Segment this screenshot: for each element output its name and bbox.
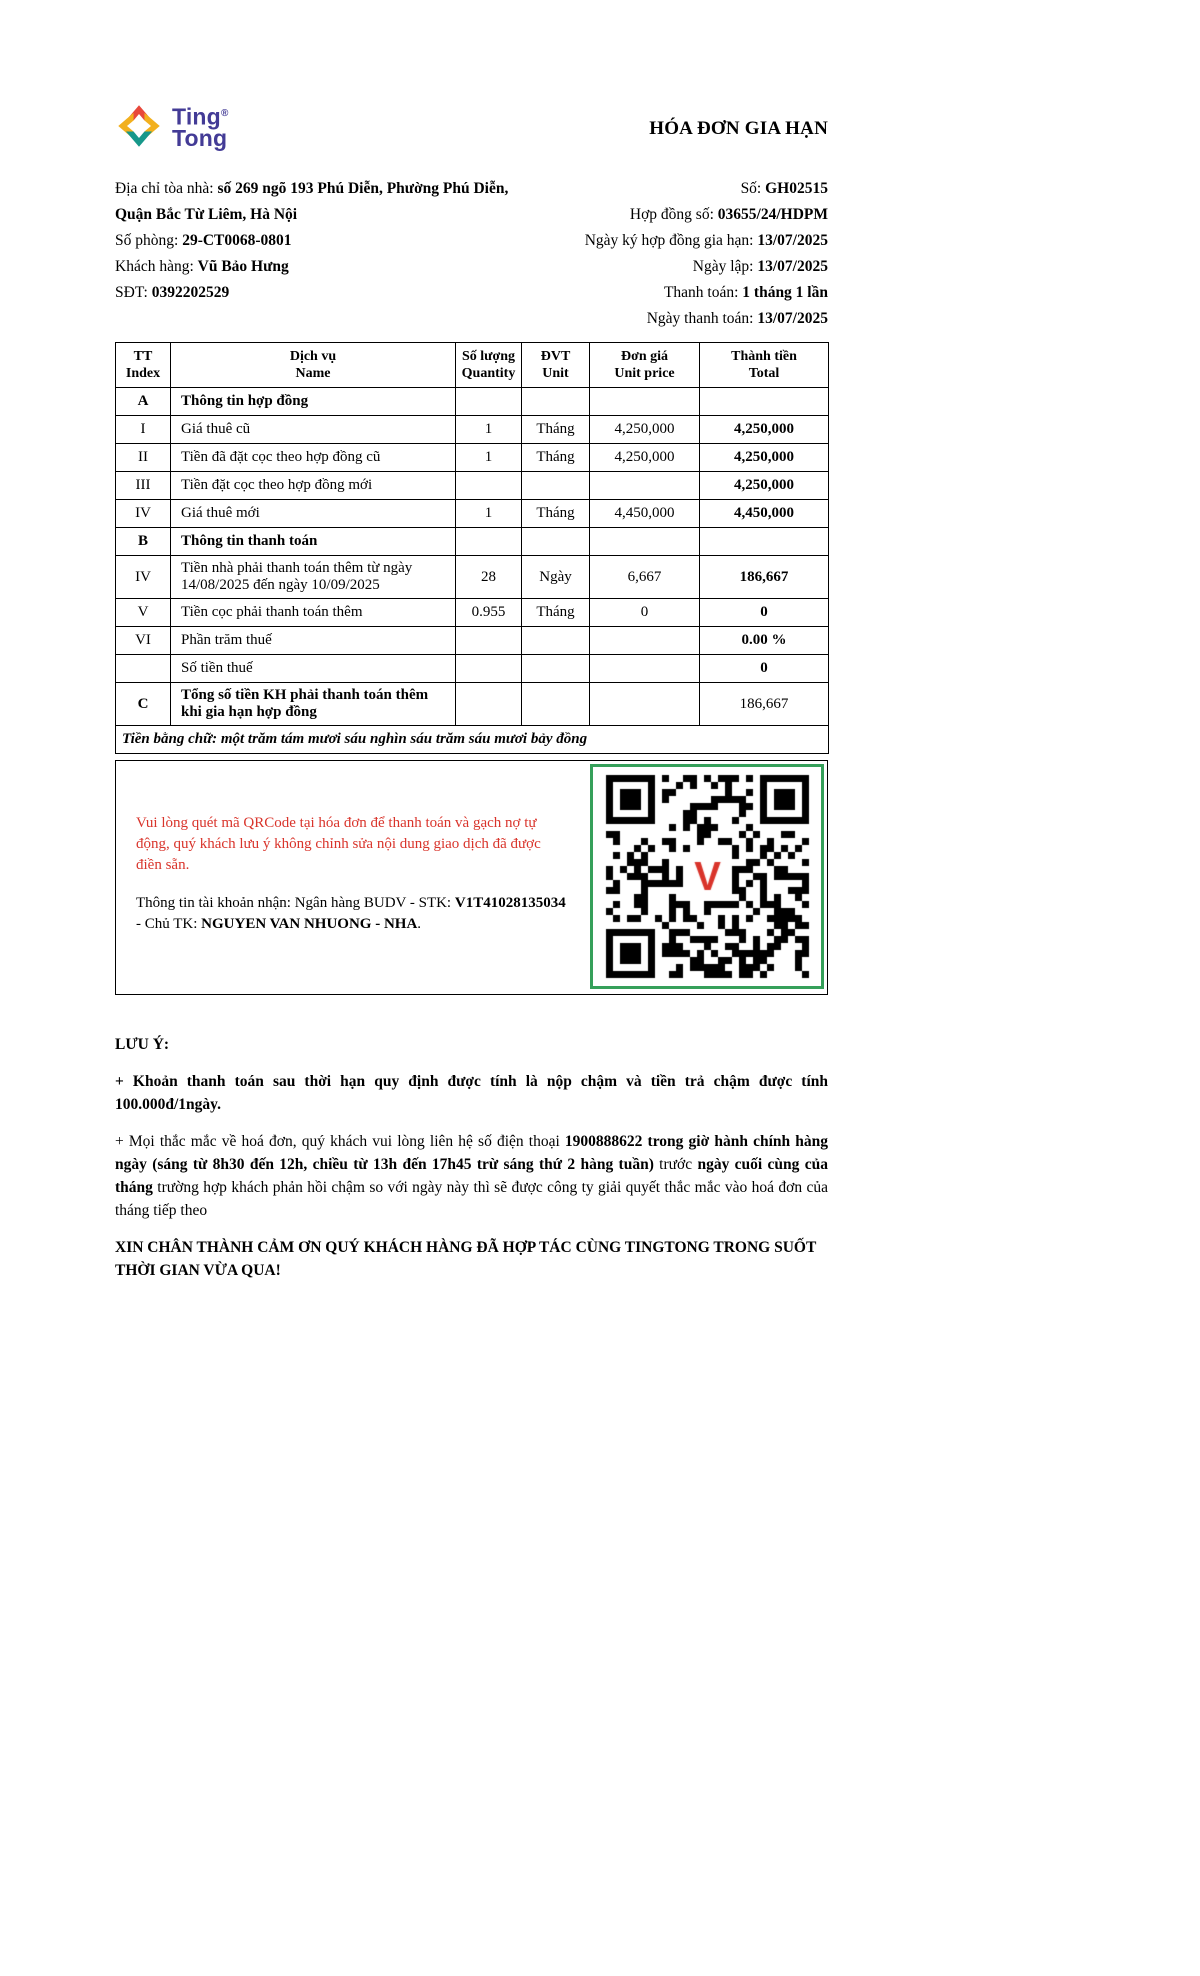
note-title: LƯU Ý: bbox=[115, 1036, 170, 1053]
brand-word-ting: Ting bbox=[172, 103, 221, 130]
qr-note: Vui lòng quét mã QRCode tại hóa đơn để thanh toán và gạch nợ tự động, quý khách lưu ý không chỉnh sửa nội dung giao dịch đã được điền sẵn. bbox=[136, 815, 541, 873]
cell-unit bbox=[522, 388, 590, 416]
table-header-row bbox=[116, 343, 829, 388]
cell-index: VI bbox=[116, 627, 171, 655]
info-left bbox=[115, 176, 525, 332]
closing-note: XIN CHÂN THÀNH CẢM ƠN QUÝ KHÁCH HÀNG ĐÃ HỢP TÁC CÙNG TINGTONG TRONG SUỐT THỜI GIAN VỪA QUA! bbox=[115, 1239, 817, 1279]
qr-canvas bbox=[602, 771, 813, 982]
column-header: Số lượng Quantity bbox=[456, 343, 522, 388]
cell-quantity: 1 bbox=[456, 500, 522, 528]
table-row bbox=[116, 556, 829, 599]
cell-index: III bbox=[116, 472, 171, 500]
cell-total bbox=[700, 528, 829, 556]
logo-chevron-bottom bbox=[126, 131, 152, 146]
cell-unit bbox=[522, 655, 590, 683]
info-line: Ngày thanh toán: 13/07/2025 bbox=[646, 310, 828, 327]
cell-unit-price: 4,450,000 bbox=[590, 500, 700, 528]
cell-total bbox=[700, 388, 829, 416]
cell-name: Giá thuê mới bbox=[171, 500, 456, 528]
cell-index: C bbox=[116, 683, 171, 726]
brand-name bbox=[172, 103, 229, 149]
table-row bbox=[116, 655, 829, 683]
cell-name: Giá thuê cũ bbox=[171, 416, 456, 444]
table-row bbox=[116, 472, 829, 500]
cell-index: II bbox=[116, 444, 171, 472]
cell-quantity bbox=[456, 388, 522, 416]
info-line: Số phòng: 29-CT0068-0801 bbox=[115, 232, 292, 249]
info-line: Số: GH02515 bbox=[740, 180, 828, 197]
cell-quantity: 0.955 bbox=[456, 599, 522, 627]
column-header: Thành tiền Total bbox=[700, 343, 829, 388]
cell-quantity: 1 bbox=[456, 444, 522, 472]
cell-name: Tiền đặt cọc theo hợp đồng mới bbox=[171, 472, 456, 500]
cell-total: 0 bbox=[700, 655, 829, 683]
cell-unit: Tháng bbox=[522, 444, 590, 472]
cell-quantity bbox=[456, 472, 522, 500]
tingtong-logo-icon bbox=[115, 102, 163, 150]
cell-unit: Tháng bbox=[522, 416, 590, 444]
cell-name: Thông tin hợp đồng bbox=[171, 388, 456, 416]
cell-total: 4,250,000 bbox=[700, 472, 829, 500]
cell-unit-price bbox=[590, 627, 700, 655]
cell-quantity bbox=[456, 683, 522, 726]
table-row bbox=[116, 500, 829, 528]
cell-name: Tiền nhà phải thanh toán thêm từ ngày 14/08/2025 đến ngày 10/09/2025 bbox=[171, 556, 456, 599]
cell-name: Tổng số tiền KH phải thanh toán thêm khi gia hạn hợp đồng bbox=[171, 683, 456, 726]
cell-unit bbox=[522, 472, 590, 500]
cell-unit-price bbox=[590, 655, 700, 683]
info-line: Thanh toán: 1 tháng 1 lần bbox=[663, 284, 828, 301]
notes-section bbox=[115, 1033, 828, 1282]
header bbox=[115, 102, 828, 150]
cell-total: 0.00 % bbox=[700, 627, 829, 655]
cell-unit bbox=[522, 627, 590, 655]
cell-total: 4,250,000 bbox=[700, 416, 829, 444]
account-info: Thông tin tài khoản nhận: Ngân hàng BUDV - STK: V1T41028135034 - Chủ TK: NGUYEN VAN NHUONG - NHA. bbox=[136, 895, 566, 932]
cell-unit-price bbox=[590, 683, 700, 726]
registered-mark: ® bbox=[220, 108, 229, 120]
cell-name: Phần trăm thuế bbox=[171, 627, 456, 655]
note-paragraph-2: + Mọi thắc mắc về hoá đơn, quý khách vui lòng liên hệ số điện thoại 1900888622 trong giờ hành chính hàng ngày (sáng từ 8h30 đến 12h, chiều từ 13h đến 17h45 trừ sáng thứ 2 hàng tuần) trước ngày cuối cùng của tháng trường hợp khách phản hồi chậm so với ngày này thì sẽ được công ty giải quyết thắc mắc vào hoá đơn của tháng tiếp theo bbox=[115, 1133, 828, 1219]
info-line: Ngày ký hợp đồng gia hạn: 13/07/2025 bbox=[584, 232, 828, 249]
table-row bbox=[116, 599, 829, 627]
cell-unit: Tháng bbox=[522, 500, 590, 528]
cell-name: Tiền đã đặt cọc theo hợp đồng cũ bbox=[171, 444, 456, 472]
cell-index: IV bbox=[116, 556, 171, 599]
cell-unit-price: 6,667 bbox=[590, 556, 700, 599]
cell-quantity: 1 bbox=[456, 416, 522, 444]
cell-unit-price: 4,250,000 bbox=[590, 416, 700, 444]
cell-total: 186,667 bbox=[700, 683, 829, 726]
cell-name: Số tiền thuế bbox=[171, 655, 456, 683]
info-line: Khách hàng: Vũ Bảo Hưng bbox=[115, 258, 289, 275]
cell-unit-price bbox=[590, 388, 700, 416]
amount-in-words: Tiền bằng chữ: một trăm tám mươi sáu nghìn sáu trăm sáu mươi bảy đồng bbox=[116, 726, 829, 754]
cell-total: 4,450,000 bbox=[700, 500, 829, 528]
table-row bbox=[116, 627, 829, 655]
cell-total: 186,667 bbox=[700, 556, 829, 599]
cell-unit bbox=[522, 683, 590, 726]
cell-unit-price: 4,250,000 bbox=[590, 444, 700, 472]
table-row bbox=[116, 416, 829, 444]
info-line: SĐT: 0392202529 bbox=[115, 284, 230, 301]
table-row bbox=[116, 528, 829, 556]
cell-unit-price bbox=[590, 528, 700, 556]
table-row bbox=[116, 444, 829, 472]
qr-section bbox=[115, 760, 828, 995]
cell-index bbox=[116, 655, 171, 683]
column-header: Đơn giá Unit price bbox=[590, 343, 700, 388]
doc-title: HÓA ĐƠN GIA HẠN bbox=[649, 118, 828, 139]
qr-box bbox=[590, 764, 824, 989]
cell-index: IV bbox=[116, 500, 171, 528]
table-head bbox=[116, 343, 829, 388]
note-paragraph-1: + Khoản thanh toán sau thời hạn quy định được tính là nộp chậm và tiền trả chậm được tính 100.000đ/1ngày. bbox=[115, 1073, 828, 1113]
table-body bbox=[116, 388, 829, 754]
cell-unit: Ngày bbox=[522, 556, 590, 599]
cell-quantity bbox=[456, 655, 522, 683]
brand-logo bbox=[115, 102, 229, 150]
amount-in-words-row bbox=[116, 726, 829, 754]
cell-total: 0 bbox=[700, 599, 829, 627]
cell-quantity bbox=[456, 627, 522, 655]
cell-unit bbox=[522, 528, 590, 556]
cell-name: Tiền cọc phải thanh toán thêm bbox=[171, 599, 456, 627]
column-header: Dịch vụ Name bbox=[171, 343, 456, 388]
column-header: ĐVT Unit bbox=[522, 343, 590, 388]
column-header: TT Index bbox=[116, 343, 171, 388]
cell-index: V bbox=[116, 599, 171, 627]
cell-unit-price bbox=[590, 472, 700, 500]
cell-index: I bbox=[116, 416, 171, 444]
invoice-page bbox=[115, 0, 828, 1282]
cell-index: B bbox=[116, 528, 171, 556]
brand-name-line2: Tong bbox=[172, 124, 228, 151]
table-row bbox=[116, 388, 829, 416]
info-right bbox=[525, 176, 828, 332]
cell-total: 4,250,000 bbox=[700, 444, 829, 472]
cell-unit: Tháng bbox=[522, 599, 590, 627]
info-line: Địa chỉ tòa nhà: số 269 ngõ 193 Phú Diễn, Phường Phú Diễn, Quận Bắc Từ Liêm, Hà Nội bbox=[115, 180, 509, 223]
cell-quantity: 28 bbox=[456, 556, 522, 599]
cell-index: A bbox=[116, 388, 171, 416]
info-line: Hợp đồng số: 03655/24/HDPM bbox=[629, 206, 828, 223]
cell-quantity bbox=[456, 528, 522, 556]
info-line: Ngày lập: 13/07/2025 bbox=[692, 258, 828, 275]
cell-unit-price: 0 bbox=[590, 599, 700, 627]
table-row bbox=[116, 683, 829, 726]
invoice-table bbox=[115, 342, 829, 754]
qr-text-block bbox=[116, 761, 590, 994]
cell-name: Thông tin thanh toán bbox=[171, 528, 456, 556]
info-section bbox=[115, 176, 828, 332]
